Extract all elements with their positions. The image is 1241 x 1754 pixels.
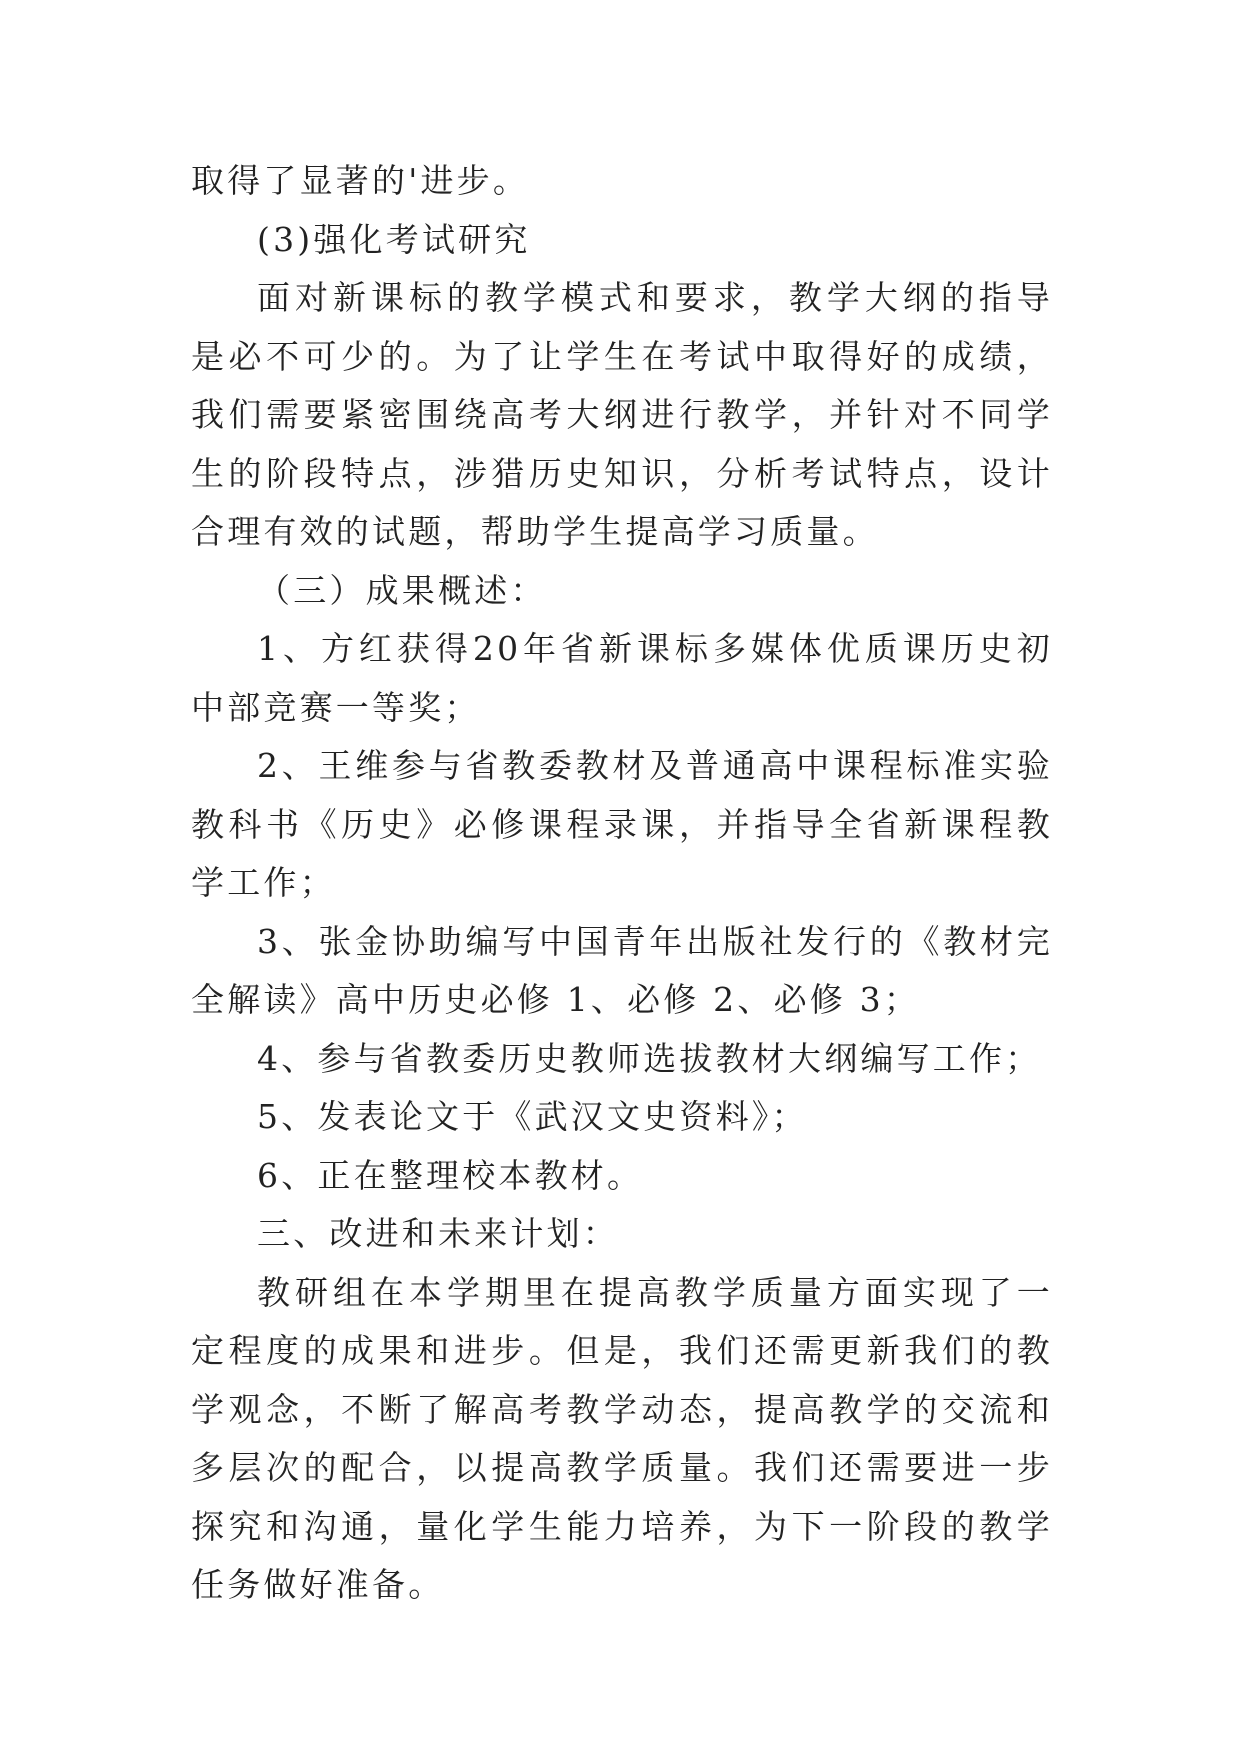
achievement-item-2: 2、王维参与省教委教材及普通高中课程标准实验教科书《历史》必修课程录课，并指导全省新课程教学工作； (191, 746, 1053, 902)
achievement-item-5: 5、发表论文于《武汉文史资料》； (257, 1097, 808, 1136)
paragraph-continuation: 取得了显著的'进步。 (191, 161, 530, 200)
section-heading-future-plans: 三、改进和未来计划： (257, 1214, 619, 1253)
paragraph-future-plans: 教研组在本学期里在提高教学质量方面实现了一定程度的成果和进步。但是，我们还需更新我们的教学观念，不断了解高考教学动态，提高教学的交流和多层次的配合，以提高教学质量。我们还需要进一步探究和沟通，量化学生能力培养，为下一阶段的教学任务做好准备。 (191, 1272, 1053, 1604)
achievement-item-3: 3、张金协助编写中国青年出版社发行的《教材完全解读》高中历史必修 1、必修 2、必修 3； (191, 921, 1053, 1019)
paragraph-exam-research: 面对新课标的教学模式和要求，教学大纲的指导是必不可少的。为了让学生在考试中取得好的成绩，我们需要紧密围绕高考大纲进行教学，并针对不同学生的阶段特点，涉猎历史知识，分析考试特点，设计合理有效的试题，帮助学生提高学习质量。 (191, 278, 1053, 551)
achievement-item-4: 4、参与省教委历史教师选拔教材大纲编写工作； (257, 1038, 1042, 1078)
achievement-item-1: 1、方红获得20年省新课标多媒体优质课历史初中部竞赛一等奖； (191, 629, 1053, 727)
document-body (191, 152, 1053, 1615)
section-heading-exam-research: (3)强化考试研究 (257, 219, 531, 259)
achievement-item-6: 6、正在整理校本教材。 (257, 1155, 644, 1195)
section-heading-achievements: （三）成果概述： (257, 570, 547, 610)
